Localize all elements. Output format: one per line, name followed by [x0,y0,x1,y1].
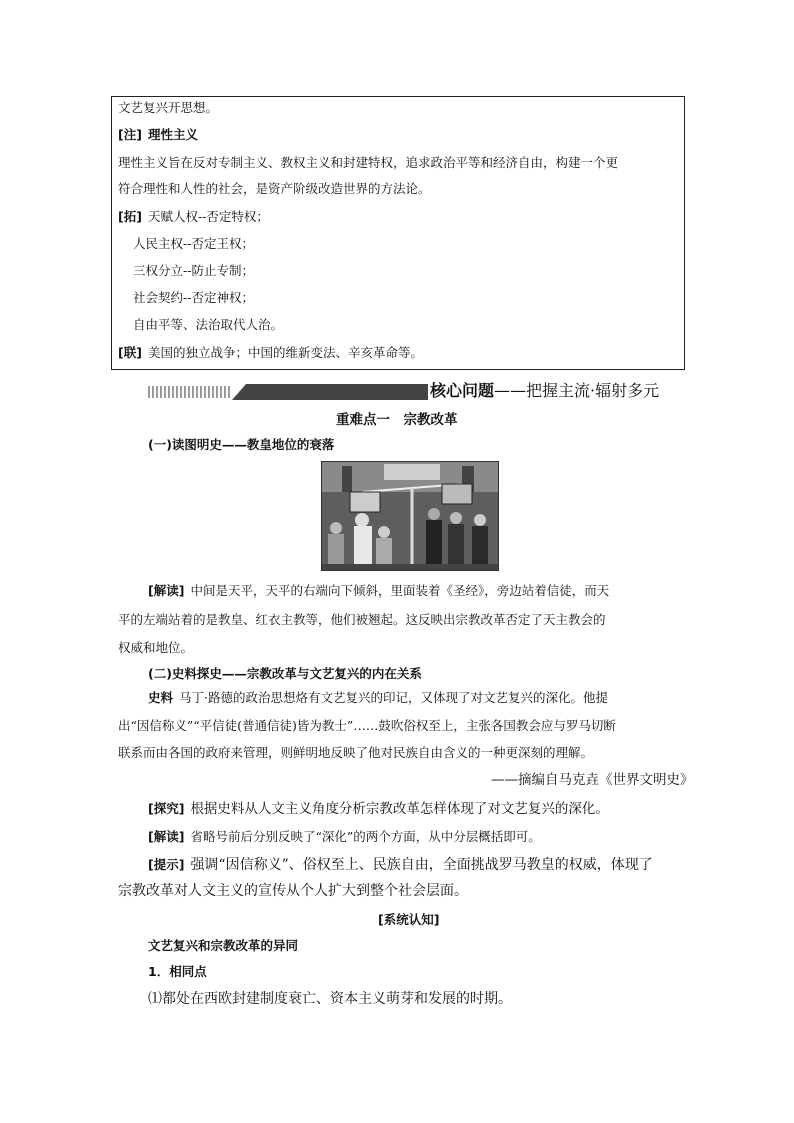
source-tag: 史料 [148,690,174,705]
section-heading: 重难点一 宗教改革 [336,412,458,428]
subsection-title: (二)史料探史——宗教改革与文艺复兴的内在关系 [148,666,422,681]
note-heading [118,127,198,143]
jiedu-tag: [解读] [148,583,185,598]
box-line: 文艺复兴开思想。 [118,100,219,115]
paragraph-line [148,800,609,818]
section-banner [148,380,668,402]
link-text: 美国的独立战争；中国的维新变法、辛亥革命等。 [147,345,423,360]
link-tag: [联] [118,345,142,360]
note-tag: [注] [118,127,142,142]
ext-tag: [拓] [118,209,142,224]
tanjiu-text: 根据史料从人文主义角度分析宗教改革怎样体现了对文艺复兴的深化。 [190,801,609,817]
ext-line [118,209,269,225]
source-text: 马丁·路德的政治思想烙有文艺复兴的印记，又体现了对文艺复兴的深化。他提 [179,690,608,705]
source-citation: ——摘编自马克垚《世界文明史》 [491,772,694,788]
jiedu-text: 中间是天平，天平的右端向下倾斜，里面装着《圣经》，旁边站着信徒，而天 [190,583,610,598]
tanjiu-tag: [探究] [148,801,185,816]
note-text: 理性主义旨在反对专制主义、教权主义和封建特权，追求政治平等和经济自由，构建一个更 [118,155,619,170]
jiedu-tag: [解读] [148,829,185,844]
banner-dots [148,386,232,398]
paragraph-line: 出“因信称义”“平信徒(普通信徒)皆为教士”……鼓吹俗权至上，主张各国教会应与罗马切断 [118,718,616,733]
subsection-title: (一)读图明史——教皇地位的衰落 [148,437,335,452]
ext-item: 自由平等、法治取代人治。 [133,317,284,332]
paragraph-line [148,828,541,846]
banner-title: 核心问题 [430,381,495,400]
paragraph-line: 联系而由各国的政府来管理，则鲜明地反映了他对民族自由含义的一种更深刻的理解。 [118,745,594,760]
paragraph-line: 权威和地位。 [118,640,194,655]
tishi-tag: [提示] [148,857,185,872]
point-item: ⑴都处在西欧封建制度衰亡、资本主义萌芽和发展的时期。 [148,991,512,1007]
banner-bar [232,384,428,400]
paragraph-line [148,856,653,874]
jiedu-text: 省略号前后分别反映了“深化”的两个方面，从中分层概括即可。 [190,829,541,844]
paragraph-line: 平的左端站着的是教皇、红衣主教等，他们被翘起。这反映出宗教改革否定了天主教会的 [118,612,606,627]
banner-subtitle: ——把握主流·辐射多元 [494,381,660,400]
compare-title: 文艺复兴和宗教改革的异同 [148,938,299,953]
ext-item: 人民主权--否定王权； [133,236,254,251]
ext-item: 天赋人权--否定特权； [147,209,269,224]
engraving-scene [322,462,499,571]
paragraph-line [148,582,609,600]
illustration-image [321,461,499,571]
note-title: 理性主义 [147,127,198,142]
system-heading: [系统认知] [378,912,440,927]
paragraph-line: 宗教改革对人文主义的宣传从个人扩大到整个社会层面。 [118,883,468,899]
ext-item: 社会契约--否定神权； [133,290,254,305]
tishi-text: 强调“因信称义”、俗权至上、民族自由，全面挑战罗马教皇的权威，体现了 [190,857,653,873]
paragraph-line [148,689,608,707]
ext-item: 三权分立--防止专制； [133,263,254,278]
banner-text [430,380,659,402]
point-heading: 1．相同点 [148,964,207,979]
note-text: 符合理性和人性的社会，是资产阶级改造世界的方法论。 [118,181,431,196]
link-line [118,345,423,361]
